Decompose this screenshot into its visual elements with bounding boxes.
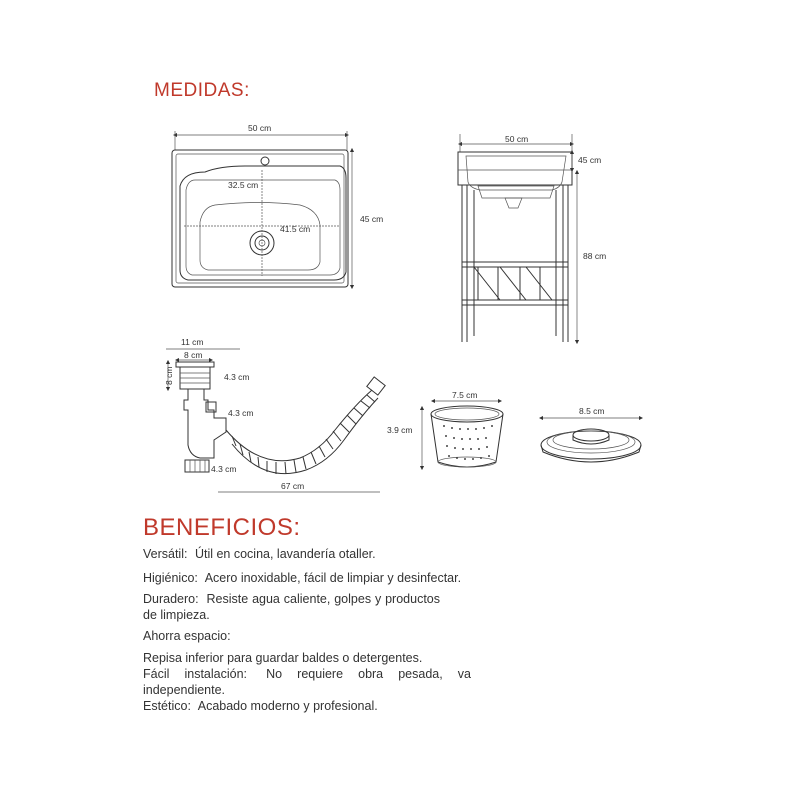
strainer-basket: [387, 390, 503, 468]
sink-top-view: [172, 123, 383, 287]
benefit-duradero: [143, 591, 440, 623]
benefit-versatil: [143, 546, 376, 562]
benefit-text: Acabado moderno y profesional.: [197, 699, 378, 713]
benefit-higienico: [143, 570, 461, 586]
drain-diam-1-label: 4.3 cm: [224, 372, 250, 382]
side-depth-label: 45 cm: [578, 155, 602, 165]
drain-assembly: [164, 337, 385, 492]
hose-length-label: 67 cm: [281, 481, 305, 491]
basin-length-label: 41.5 cm: [280, 224, 311, 234]
sink-depth-label: 45 cm: [360, 214, 384, 224]
benefit-facil-instalacion: [143, 666, 471, 698]
drain-plug: [541, 406, 641, 462]
drain-diam-2-label: 4.3 cm: [228, 408, 254, 418]
sink-width-label: 50 cm: [248, 123, 272, 133]
benefit-text: No requiere obra pesada, va independiente.: [143, 667, 471, 697]
benefit-label: Ahorra espacio:: [143, 629, 231, 643]
strainer-width-label: 7.5 cm: [452, 390, 478, 400]
benefit-label: Estético:: [143, 699, 191, 713]
medidas-heading: MEDIDAS:: [154, 80, 250, 101]
benefit-text: Resiste agua caliente, golpes y productos de limpieza.: [143, 592, 440, 622]
benefit-label: Higiénico:: [143, 571, 198, 585]
plug-width-label: 8.5 cm: [579, 406, 605, 416]
beneficios-heading: BENEFICIOS:: [143, 514, 301, 541]
benefit-ahorra-espacio: [143, 628, 235, 644]
side-height-label: 88 cm: [583, 251, 607, 261]
benefit-label: Fácil instalación:: [143, 667, 248, 681]
benefit-text: Repisa inferior para guardar baldes o detergentes.: [143, 651, 423, 665]
benefit-text: Acero inoxidable, fácil de limpiar y desinfectar.: [204, 571, 462, 585]
benefit-repisa: [143, 650, 422, 666]
benefit-label: Versátil:: [143, 547, 188, 561]
drain-height-label: 8 cm: [164, 366, 174, 385]
drain-inner-label: 8 cm: [184, 350, 203, 360]
benefit-label: Duradero:: [143, 592, 199, 606]
sink-side-view: [458, 134, 606, 342]
basin-width-label: 32.5 cm: [228, 180, 259, 190]
benefit-estetico: [143, 698, 378, 714]
hose-ridges: [232, 395, 375, 474]
strainer-height-label: 3.9 cm: [387, 425, 413, 435]
benefit-text: Útil en cocina, lavandería otaller.: [194, 547, 376, 561]
drain-top-label: 11 cm: [181, 337, 204, 347]
side-width-label: 50 cm: [505, 134, 529, 144]
drain-diam-3-label: 4.3 cm: [211, 464, 237, 474]
strainer-holes: [443, 425, 493, 460]
